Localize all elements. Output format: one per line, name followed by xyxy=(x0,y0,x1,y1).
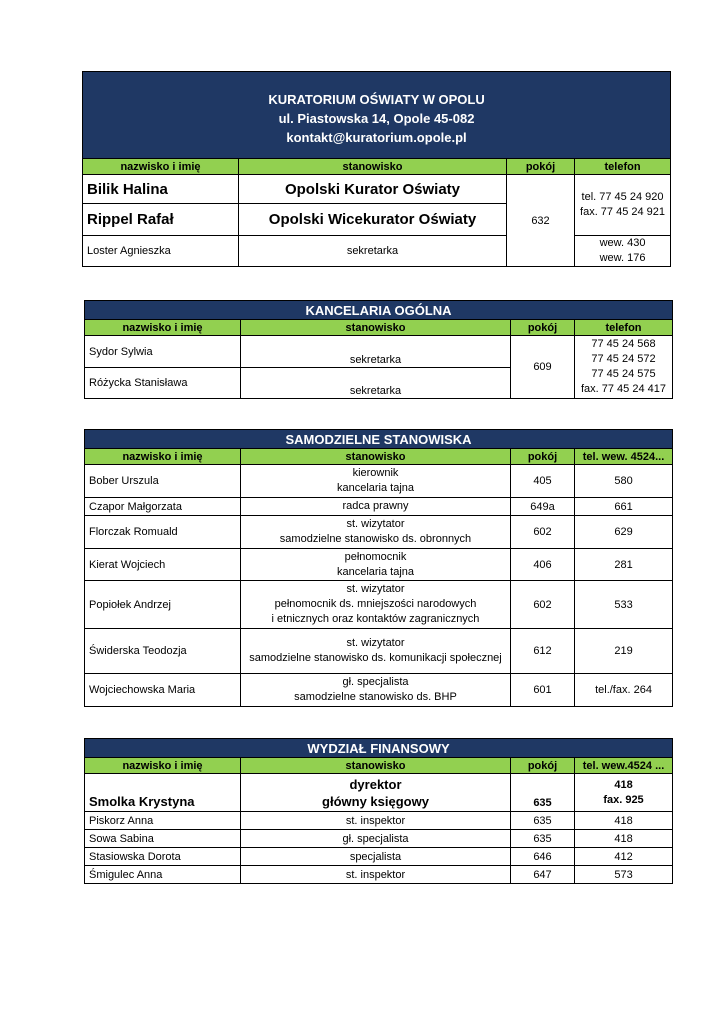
table-row xyxy=(83,175,671,204)
phone-ext: 629 xyxy=(575,516,673,549)
table-row xyxy=(85,812,673,830)
table-row xyxy=(85,629,673,674)
phone-ext: 219 xyxy=(575,629,673,674)
person-position: st. wizytator samodzielne stanowisko ds. komunikacji społecznej xyxy=(241,629,511,674)
col-header-name: nazwisko i imię xyxy=(85,320,241,336)
col-header-room: pokój xyxy=(511,449,575,465)
table-row xyxy=(83,236,671,267)
room-number: 602 xyxy=(511,581,575,629)
room-number: 635 xyxy=(511,812,575,830)
person-position: gł. specjalista samodzielne stanowisko ds. BHP xyxy=(241,674,511,707)
phone-ext: 418 fax. 925 xyxy=(575,774,673,812)
person-name: Piskorz Anna xyxy=(85,812,241,830)
room-number: 406 xyxy=(511,549,575,581)
person-name: Stasiowska Dorota xyxy=(85,848,241,866)
person-position: st. inspektor xyxy=(241,812,511,830)
room-number: 646 xyxy=(511,848,575,866)
person-name: Wojciechowska Maria xyxy=(85,674,241,707)
phone-ext: 418 xyxy=(575,812,673,830)
phone-ext: 412 xyxy=(575,848,673,866)
person-name: Śmigulec Anna xyxy=(85,866,241,884)
phone-main: tel. 77 45 24 920 fax. 77 45 24 921 xyxy=(575,175,671,236)
col-header-phone: telefon xyxy=(575,320,673,336)
chancellery-table xyxy=(84,300,673,399)
col-header-position: stanowisko xyxy=(241,449,511,465)
table-row xyxy=(85,674,673,707)
person-position: st. wizytator samodzielne stanowisko ds. obronnych xyxy=(241,516,511,549)
table-row xyxy=(85,848,673,866)
col-header-ext: tel. wew.4524 ... xyxy=(575,758,673,774)
col-header-position: stanowisko xyxy=(239,159,507,175)
section-title: SAMODZIELNE STANOWISKA xyxy=(85,430,673,449)
person-position: sekretarka xyxy=(241,336,511,368)
person-name: Kierat Wojciech xyxy=(85,549,241,581)
person-position: sekretarka xyxy=(241,368,511,399)
table-row xyxy=(85,516,673,549)
person-name: Rippel Rafał xyxy=(83,204,239,236)
room-number: 405 xyxy=(511,465,575,498)
col-header-ext: tel. wew. 4524... xyxy=(575,449,673,465)
office-table xyxy=(82,71,671,267)
table-row xyxy=(85,866,673,884)
phone-ext: tel./fax. 264 xyxy=(575,674,673,707)
independent-table xyxy=(84,429,673,707)
section-title: KANCELARIA OGÓLNA xyxy=(85,301,673,320)
room-number: 601 xyxy=(511,674,575,707)
person-position: st. wizytator pełnomocnik ds. mniejszości narodowych i etnicznych oraz kontaktów zagranicznych xyxy=(241,581,511,629)
col-header-room: pokój xyxy=(511,320,575,336)
room-number: 649a xyxy=(511,498,575,516)
col-header-position: stanowisko xyxy=(241,758,511,774)
finance-table xyxy=(84,738,673,884)
phone-ext: 281 xyxy=(575,549,673,581)
person-position: Opolski Kurator Oświaty xyxy=(239,175,507,204)
room-number: 632 xyxy=(507,175,575,267)
room-number: 602 xyxy=(511,516,575,549)
person-position: kierownik kancelaria tajna xyxy=(241,465,511,498)
phone-ext: 661 xyxy=(575,498,673,516)
table-row xyxy=(85,465,673,498)
column-headers xyxy=(85,758,673,774)
person-name: Bober Urszula xyxy=(85,465,241,498)
column-headers xyxy=(85,320,673,336)
person-position: st. inspektor xyxy=(241,866,511,884)
person-position: Opolski Wicekurator Oświaty xyxy=(239,204,507,236)
person-position: gł. specjalista xyxy=(241,830,511,848)
table-row xyxy=(85,549,673,581)
phone-ext: 580 xyxy=(575,465,673,498)
person-name: Florczak Romuald xyxy=(85,516,241,549)
person-position: specjalista xyxy=(241,848,511,866)
person-name: Sowa Sabina xyxy=(85,830,241,848)
person-name: Smolka Krystyna xyxy=(85,774,241,812)
phone-ext: 418 xyxy=(575,830,673,848)
phone-ext: 573 xyxy=(575,866,673,884)
table-row xyxy=(85,774,673,812)
phone-ext: 533 xyxy=(575,581,673,629)
room-number: 612 xyxy=(511,629,575,674)
room-number: 635 xyxy=(511,774,575,812)
person-name: Świderska Teodozja xyxy=(85,629,241,674)
col-header-room: pokój xyxy=(507,159,575,175)
table-row xyxy=(85,336,673,368)
office-header xyxy=(83,72,671,159)
person-name: Różycka Stanisława xyxy=(85,368,241,399)
column-headers xyxy=(85,449,673,465)
person-position: pełnomocnik kancelaria tajna xyxy=(241,549,511,581)
col-header-name: nazwisko i imię xyxy=(83,159,239,175)
table-row xyxy=(85,830,673,848)
person-name: Loster Agnieszka xyxy=(83,236,239,267)
phone-list: 77 45 24 568 77 45 24 572 77 45 24 575 fax. 77 45 24 417 xyxy=(575,336,673,399)
phone-ext: wew. 430 wew. 176 xyxy=(575,236,671,267)
office-email: kontakt@kuratorium.opole.pl xyxy=(286,129,467,145)
person-name: Czapor Małgorzata xyxy=(85,498,241,516)
person-name: Popiołek Andrzej xyxy=(85,581,241,629)
col-header-name: nazwisko i imię xyxy=(85,758,241,774)
col-header-name: nazwisko i imię xyxy=(85,449,241,465)
column-headers xyxy=(83,159,671,175)
room-number: 609 xyxy=(511,336,575,399)
section-title: WYDZIAŁ FINANSOWY xyxy=(85,739,673,758)
person-position: dyrektor główny księgowy xyxy=(241,774,511,812)
person-name: Bilik Halina xyxy=(83,175,239,204)
table-row xyxy=(85,498,673,516)
table-row xyxy=(85,581,673,629)
col-header-position: stanowisko xyxy=(241,320,511,336)
room-number: 647 xyxy=(511,866,575,884)
person-name: Sydor Sylwia xyxy=(85,336,241,368)
office-address: ul. Piastowska 14, Opole 45-082 xyxy=(278,110,475,126)
office-title: KURATORIUM OŚWIATY W OPOLU xyxy=(268,91,485,107)
person-position: sekretarka xyxy=(239,236,507,267)
room-number: 635 xyxy=(511,830,575,848)
person-position: radca prawny xyxy=(241,498,511,516)
col-header-room: pokój xyxy=(511,758,575,774)
col-header-phone: telefon xyxy=(575,159,671,175)
